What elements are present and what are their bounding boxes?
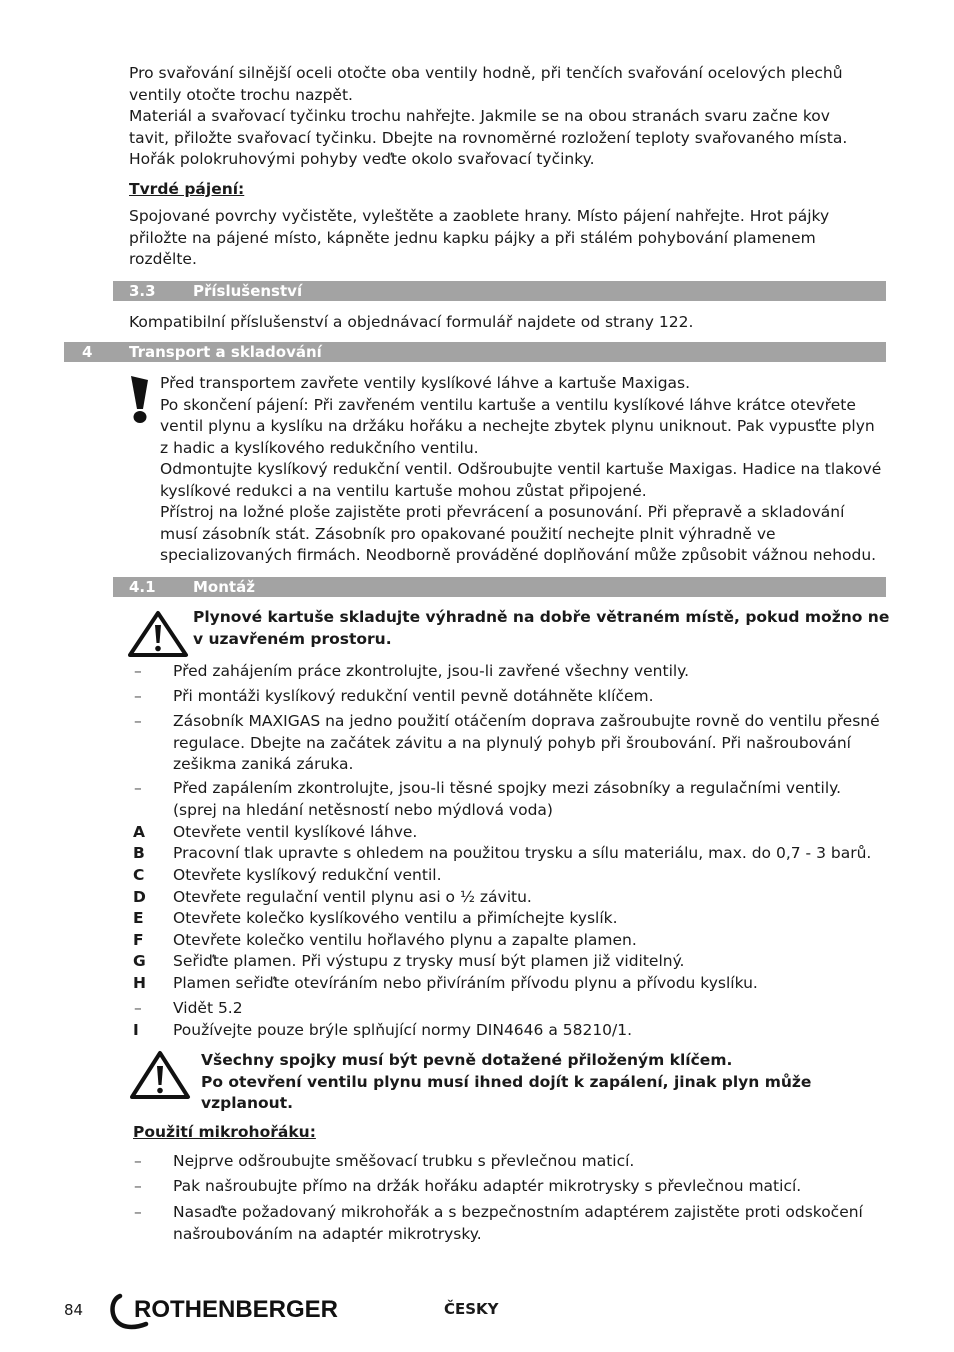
storage-warning: Plynové kartuše skladujte výhradně na dobře větraném místě, pokud možno ne v uzavřeném prostoru. bbox=[193, 608, 890, 648]
warning-line: Všechny spojky musí být pevně dotažené přiloženým klíčem. bbox=[201, 1051, 733, 1069]
list-marker: A bbox=[133, 823, 145, 841]
list-text: Otevřete kolečko kyslíkového ventilu a přimíchejte kyslík. bbox=[173, 909, 618, 927]
list-text: Otevřete regulační ventil plynu asi o ½ závitu. bbox=[173, 888, 532, 906]
list-text: Seřiďte plamen. Při výstupu z trysky musí být plamen již viditelný. bbox=[173, 952, 685, 970]
list-text: Před zahájením práce zkontrolujte, jsou-li zavřené všechny ventily. bbox=[173, 662, 690, 680]
list-marker: – bbox=[134, 1177, 142, 1195]
brazing-heading: Tvrdé pájení: bbox=[129, 180, 245, 198]
notice-line: Před transportem zavřete ventily kyslíkové láhve a kartuše Maxigas. bbox=[160, 374, 691, 392]
section-4-header bbox=[64, 342, 886, 362]
list-text: Nasaďte požadovaný mikrohořák a s bezpečnostním adaptérem zajistěte proti odskočení našroubováním na adaptér mikrotrysky. bbox=[173, 1203, 863, 1243]
list-marker: – bbox=[134, 1203, 142, 1221]
list-text: Vidět 5.2 bbox=[173, 999, 243, 1017]
list-text: Pak našroubujte přímo na držák hořáku adaptér mikrotrysky s převlečnou maticí. bbox=[173, 1177, 802, 1195]
notice-line: Odmontujte kyslíkový redukční ventil. Odšroubujte ventil kartuše Maxigas. Hadice na tlakové kyslíkové redukci a na ventilu kartuše mohou zůstat připojené. bbox=[160, 460, 882, 500]
logo-text: ROTHENBERGER bbox=[134, 1296, 339, 1323]
list-marker: I bbox=[133, 1021, 139, 1039]
list-marker: D bbox=[133, 888, 146, 906]
list-text: Otevřete ventil kyslíkové láhve. bbox=[173, 823, 418, 841]
list-text: Nejprve odšroubujte směšovací trubku s převlečnou maticí. bbox=[173, 1152, 635, 1170]
list-marker: – bbox=[134, 687, 142, 705]
list-marker: – bbox=[134, 999, 142, 1017]
language-label: ČESKY bbox=[444, 1300, 499, 1318]
fitting-warning bbox=[201, 1050, 901, 1115]
section-number: 3.3 bbox=[129, 282, 156, 300]
intro-paragraph-1: Pro svařování silnější oceli otočte oba ventily hodně, při tenčích svařování ocelových plechů ventily otočte trochu nazpět. bbox=[129, 64, 843, 104]
section-4-1-header bbox=[113, 577, 886, 597]
notice-line: Po skončení pájení: Při zavřeném ventilu kartuše a ventilu kyslíkové láhve krátce otevřete ventil plynu a kyslíku na držáku hořáku a nechejte zbytek plynu uniknout. Pak vypusťte plyn z hadic a kyslíkového redukčního ventilu. bbox=[160, 395, 875, 457]
list-marker: F bbox=[133, 931, 144, 949]
list-text: Otevřete kyslíkový redukční ventil. bbox=[173, 866, 442, 884]
list-text: Plamen seřiďte otevíráním nebo přivíráním přívodu plynu a přívodu kyslíku. bbox=[173, 974, 758, 992]
list-text: Při montáži kyslíkový redukční ventil pevně dotáhněte klíčem. bbox=[173, 687, 654, 705]
warning-triangle-icon bbox=[129, 1050, 191, 1100]
section-3-3-header bbox=[113, 281, 886, 301]
list-marker: – bbox=[134, 1152, 142, 1170]
list-marker: – bbox=[134, 662, 142, 680]
page-number: 84 bbox=[64, 1301, 84, 1319]
exclamation-icon bbox=[127, 374, 153, 426]
warning-triangle-icon bbox=[127, 610, 189, 658]
section-title: Transport a skladování bbox=[129, 343, 322, 361]
warning-line: Po otevření ventilu plynu musí ihned dojít k zapálení, jinak plyn může vzplanout. bbox=[201, 1072, 812, 1112]
transport-notice bbox=[160, 373, 885, 567]
list-marker: H bbox=[133, 974, 146, 992]
list-text: Před zapálením zkontrolujte, jsou-li těsné spojky mezi zásobníky a regulačními ventily. (sprej na hledání netěsností nebo mýdlová voda) bbox=[173, 779, 842, 819]
rothenberger-logo bbox=[106, 1290, 356, 1332]
micro-torch-heading: Použití mikrohořáku: bbox=[133, 1123, 316, 1141]
list-text: Používejte pouze brýle splňující normy DIN4646 a 58210/1. bbox=[173, 1021, 633, 1039]
accessories-text: Kompatibilní příslušenství a objednávací formulář najdete od strany 122. bbox=[129, 313, 694, 331]
section-title: Příslušenství bbox=[193, 282, 303, 300]
list-marker: G bbox=[133, 952, 146, 970]
section-title: Montáž bbox=[193, 578, 255, 596]
section-number: 4.1 bbox=[129, 578, 156, 596]
list-marker: – bbox=[134, 779, 142, 797]
list-marker: B bbox=[133, 844, 145, 862]
list-marker: E bbox=[133, 909, 144, 927]
brazing-text: Spojované povrchy vyčistěte, vyleštěte a zaoblete hrany. Místo pájení nahřejte. Hrot pájky přiložte na pájené místo, kápněte jednu kapku pájky a při stálém pohybování plamenem rozdělte. bbox=[129, 207, 830, 268]
notice-line: Přístroj na ložné ploše zajistěte proti převrácení a posunování. Při přepravě a skladování musí zásobník stát. Zásobník pro opakované použití nechejte plnit výhradně ve specializovaných firmách. Neodborně prováděné doplňování může způsobit vážnou nehodu. bbox=[160, 503, 877, 564]
list-text: Pracovní tlak upravte s ohledem na použitou trysku a sílu materiálu, max. do 0,7 - 3 barů. bbox=[173, 844, 872, 862]
intro-paragraph-2: Materiál a svařovací tyčinku trochu nahřejte. Jakmile se na obou stranách svaru začne kov tavit, přiložte svařovací tyčinku. Dbejte na rovnoměrné rozložení teploty svařovaného místa. Hořák polokruhovými pohyby veďte okolo svařovací tyčinky. bbox=[129, 107, 848, 168]
list-marker: – bbox=[134, 712, 142, 730]
section-number: 4 bbox=[82, 343, 93, 361]
list-text: Zásobník MAXIGAS na jedno použití otáčením doprava zašroubujte rovně do ventilu přesné regulace. Dbejte na začátek závitu a na plynulý pohyb při šroubování. Při našroubování zešikma zaniká záruka. bbox=[173, 712, 880, 773]
list-marker: C bbox=[133, 866, 145, 884]
list-text: Otevřete kolečko ventilu hořlavého plynu a zapalte plamen. bbox=[173, 931, 637, 949]
